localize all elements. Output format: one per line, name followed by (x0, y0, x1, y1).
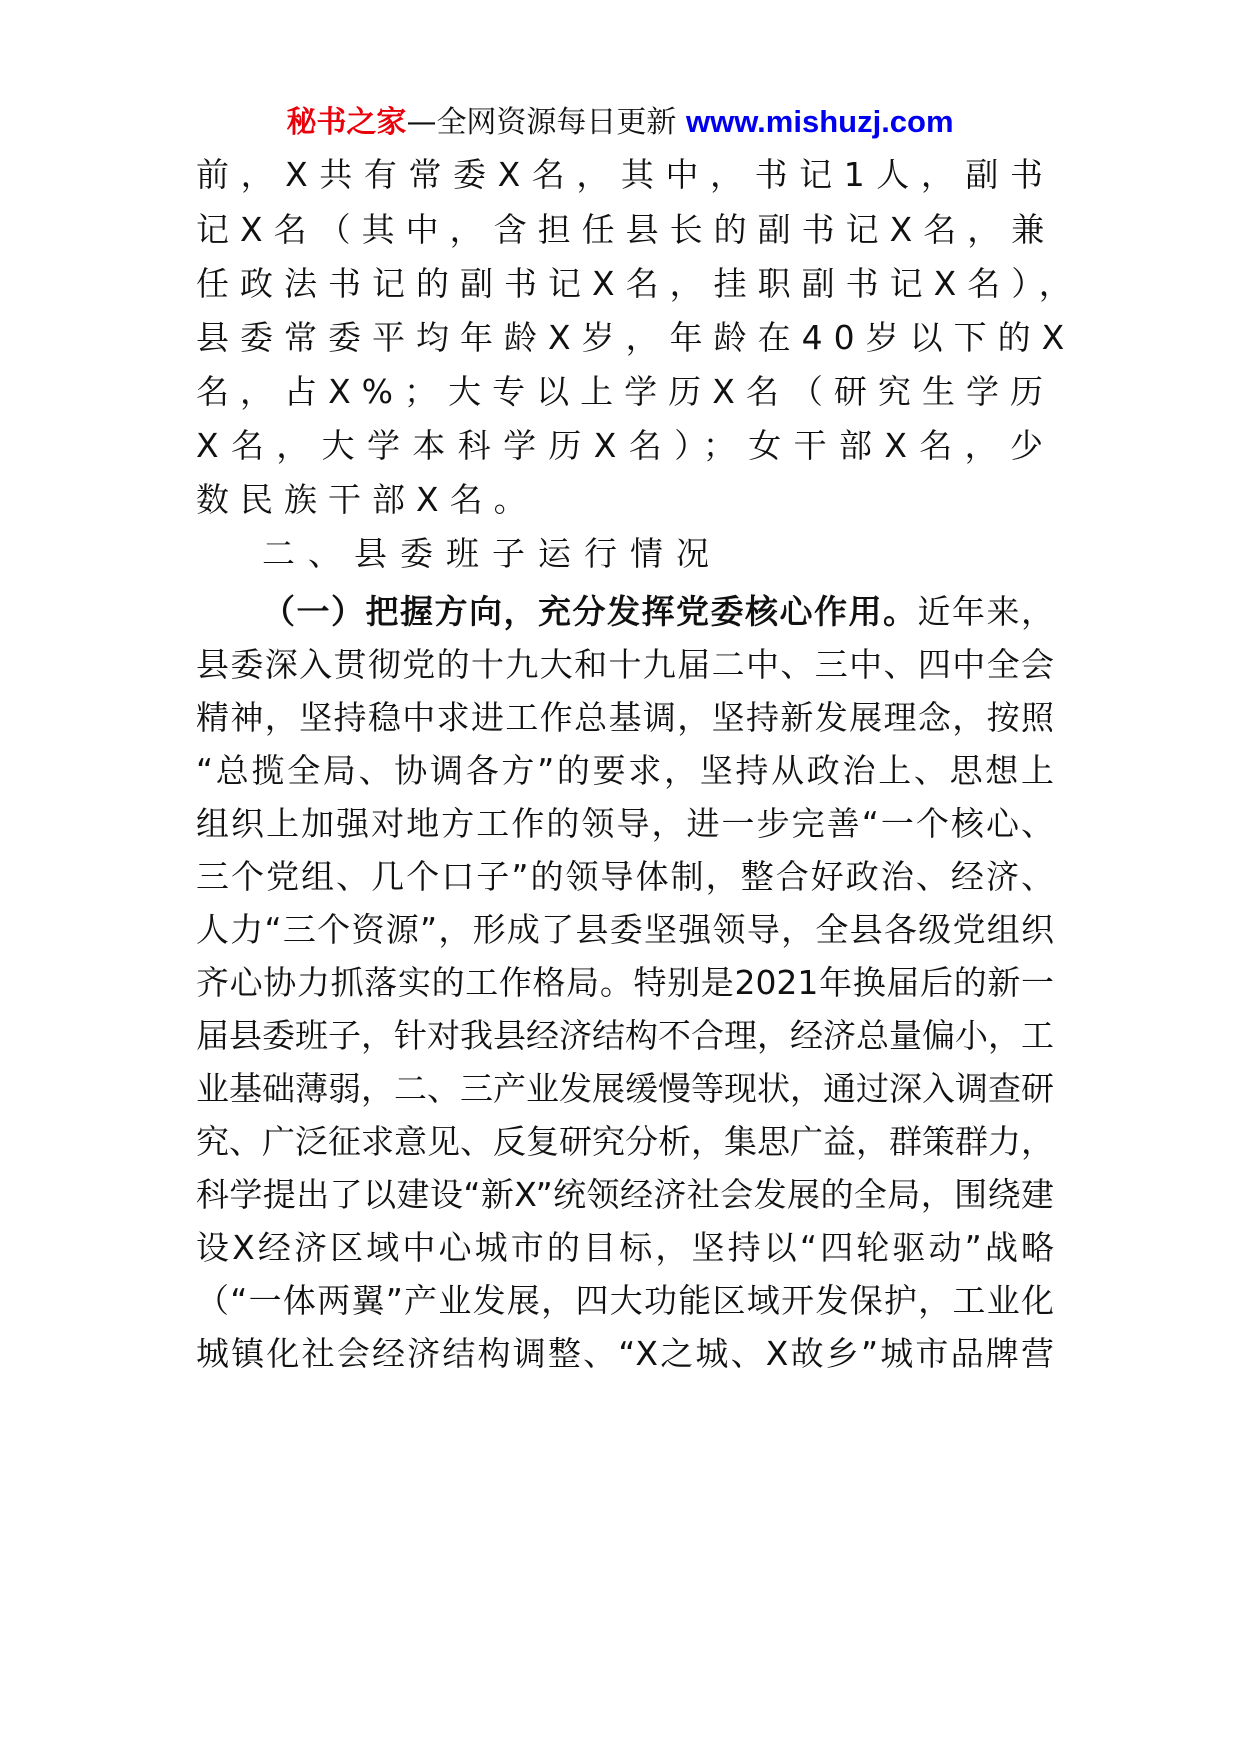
site-url-link[interactable]: www.mishuzj.com (685, 104, 954, 139)
paragraph-line: 任政法书记的副书记X名，挂职副书记X名）， (196, 264, 1083, 303)
paragraph-line: 设X经济区域中心城市的目标，坚持以“四轮驱动”战略 (196, 1228, 1054, 1267)
paragraph-line: 三个党组、几个口子”的领导体制，整合好政治、经济、 (196, 857, 1054, 896)
paragraph-line: 记X名（其中，含担任县长的副书记X名，兼 (196, 210, 1056, 249)
site-brand: 秘书之家 (286, 105, 407, 140)
paragraph-line: X名，大学本科学历X名）；女干部X名，少 (196, 426, 1054, 465)
paragraph-line: “总揽全局、协调各方”的要求，坚持从政治上、思想上 (196, 751, 1054, 790)
paragraph-line: 人力“三个资源”，形成了县委坚强领导，全县各级党组织 (196, 910, 1054, 949)
paragraph-line: 数民族干部X名。 (196, 480, 538, 519)
paragraph-line: 城镇化社会经济结构调整、“X之城、X故乡”城市品牌营 (196, 1334, 1054, 1373)
paragraph-line: 齐心协力抓落实的工作格局。特别是2021年换届后的新一 (196, 963, 1054, 1002)
paragraph-line: 届县委班子，针对我县经济结构不合理，经济总量偏小，工 (196, 1016, 1054, 1055)
site-tagline: —全网资源每日更新 (406, 105, 677, 140)
paragraph-line: 科学提出了以建设“新X”统领经济社会发展的全局，围绕建 (196, 1175, 1054, 1214)
paragraph-line: （“一体两翼”产业发展，四大功能区域开发保护，工业化 (196, 1281, 1054, 1320)
paragraph-line: 精神，坚持稳中求进工作总基调，坚持新发展理念，按照 (196, 698, 1054, 737)
subsection-first-line-text: 近年来， (917, 592, 1054, 631)
paragraph-line: 县委深入贯彻党的十九大和十九届二中、三中、四中全会 (196, 645, 1054, 684)
paragraph-line: 业基础薄弱，二、三产业发展缓慢等现状，通过深入调查研 (196, 1069, 1054, 1108)
paragraph-line: 名，占X%；大专以上学历X名（研究生学历 (196, 372, 1054, 411)
subsection-title: （一）把握方向，充分发挥党委核心作用。 (262, 592, 918, 631)
paragraph-line: 究、广泛征求意见、反复研究分析，集思广益，群策群力， (196, 1122, 1054, 1161)
subsection-first-line (262, 592, 1054, 632)
paragraph-line: 组织上加强对地方工作的领导，进一步完善“一个核心、 (196, 804, 1054, 843)
section-heading: 二、县委班子运行情况 (262, 534, 722, 573)
site-header (0, 100, 1240, 145)
paragraph-line: 县委常委平均年龄X岁，年龄在40岁以下的X (196, 318, 1076, 357)
paragraph-line: 前，X共有常委X名，其中，书记1人，副书 (196, 155, 1054, 194)
